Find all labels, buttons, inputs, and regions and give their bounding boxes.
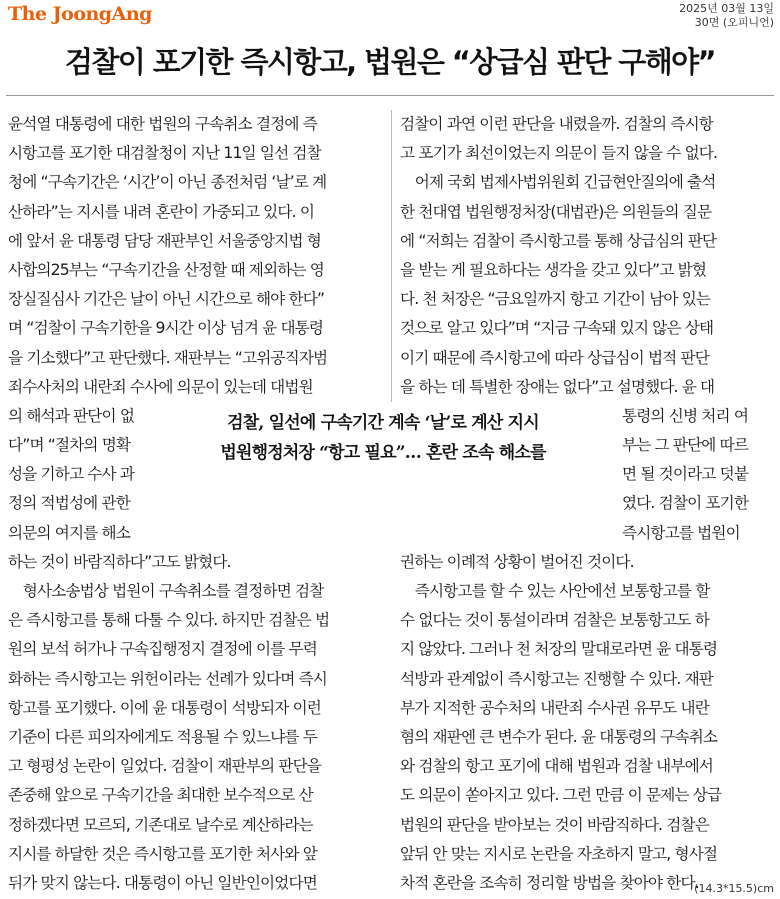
body-text-line: 한 천대엽 법원행정처장(대법관)은 의원들의 질문 — [400, 202, 712, 221]
body-text-line: 즉시항고를 법원이 — [622, 523, 740, 542]
body-text-line: 을 기소했다”고 판단했다. 재판부는 “고위공직자범 — [8, 348, 328, 367]
body-text-line: 석방과 관계없이 즉시항고는 진행할 수 있다. 재판 — [400, 669, 714, 688]
body-text-line: 였다. 검찰이 포기한 — [622, 494, 749, 513]
body-text-line: 혐의 재판엔 큰 변수가 된다. 윤 대통령의 구속취소 — [400, 727, 718, 746]
body-text-line: 사합의25부는 “구속기간을 산정할 때 제외하는 영 — [8, 260, 324, 279]
article-title: 검찰이 포기한 즉시항고, 법원은 “상급심 판단 구해야” — [64, 45, 715, 79]
subheadline — [178, 408, 588, 468]
body-text-line: 검찰이 과연 이런 판단을 내렸을까. 검찰의 즉시항 — [400, 115, 714, 133]
article-size-note: (14.3*15.5)cm — [694, 882, 774, 895]
body-text-line: 원의 보석 허가나 구속집행정지 결정에 이를 무력 — [8, 640, 317, 659]
body-text-line: 와 검찰의 항고 포기에 대해 법원과 검찰 내부에서 — [400, 757, 714, 776]
body-text-line: 뒤가 맞지 않는다. 대통령이 아닌 일반인이었다면 — [8, 873, 317, 892]
body-text-line: 기준이 다른 피의자에게도 적용될 수 있느냐를 두 — [8, 727, 317, 746]
body-text-line: 고 형평성 논란이 일었다. 검찰이 재판부의 판단을 — [8, 757, 322, 776]
body-text-line: 차적 혼란을 조속히 정리할 방법을 찾아야 한다. — [400, 873, 699, 892]
body-text-line: 지시를 하달한 것은 즉시항고를 포기한 처사와 앞 — [8, 844, 317, 863]
body-text-line: 것으로 알고 있다”며 “지금 구속돼 있지 않은 상태 — [400, 319, 714, 338]
body-text-line: 즉시항고를 할 수 있는 사안에선 보통항고를 할 — [400, 582, 710, 600]
subheadline-line: 검찰, 일선에 구속기간 계속 ‘날’로 계산 지시 — [227, 413, 539, 433]
body-text-line: 다”며 “절차의 명확 — [8, 436, 131, 455]
column-divider — [391, 110, 392, 402]
body-text-line: 고 포기가 최선이었는지 의문이 들지 않을 수 없다. — [400, 144, 718, 163]
body-text-line: 권하는 이례적 상황이 벌어진 것이다. — [400, 552, 634, 571]
left-column — [8, 110, 382, 898]
page-section: 30면 (오피니언) — [694, 16, 774, 29]
body-text-line: 면 될 것이라고 덧붙 — [622, 465, 749, 484]
body-text-line: 을 하는 데 특별한 장애는 없다”고 설명했다. 윤 대 — [400, 377, 715, 396]
body-text-line: 화하는 즉시항고는 위헌이라는 선례가 있다며 즉시 — [8, 669, 328, 688]
body-text-line: 장실질심사 기간은 날이 아닌 시간으로 해야 한다” — [8, 290, 325, 309]
body-text-line: 도 의문이 쏟아지고 있다. 그런 만큼 이 문제는 상급 — [400, 786, 722, 805]
body-text-line: 통령의 신병 처리 여 — [622, 406, 749, 425]
body-text-line: 어제 국회 법제사법위원회 긴급현안질의에 출석 — [400, 173, 716, 192]
body-text-line: 법원의 판단을 받아보는 것이 바람직하다. 검찰은 — [400, 815, 709, 834]
body-text-line: 은 즉시항고를 통해 다툴 수 있다. 하지만 검찰은 법 — [8, 611, 330, 630]
body-text-line: 정의 적법성에 관한 — [8, 494, 130, 513]
body-text-line: 에 “저희는 검찰이 즉시항고를 통해 상급심의 판단 — [400, 231, 717, 250]
right-column — [400, 110, 772, 898]
body-text-line: 앞뒤 안 맞는 지시로 논란을 자초하지 말고, 형사절 — [400, 844, 718, 863]
body-text-line: 의문의 여지를 해소 — [8, 523, 130, 542]
publication-meta — [679, 2, 774, 30]
body-text-line: 윤석열 대통령에 대한 법원의 구속취소 결정에 즉 — [8, 115, 317, 133]
body-text-line: 죄수사처의 내란죄 수사에 의문이 있는데 대법원 — [8, 377, 313, 396]
body-text-line: 성을 기하고 수사 과 — [8, 465, 135, 484]
body-text-line: 항고를 포기했다. 이에 윤 대통령이 석방되자 이런 — [8, 698, 322, 717]
body-text-line: 지 않았다. 그러나 천 처장의 말대로라면 윤 대통령 — [400, 640, 718, 659]
newspaper-logo: The JoongAng — [8, 3, 152, 25]
body-text-line: 시항고를 포기한 대검찰청이 지난 11일 일선 검찰 — [8, 144, 321, 163]
body-text-line: 에 앞서 윤 대통령 담당 재판부인 서울중앙지법 형 — [8, 231, 322, 250]
body-text-line: 형사소송법상 법원이 구속취소를 결정하면 검찰 — [8, 582, 324, 600]
body-text-line: 며 “검찰이 구속기한을 9시간 이상 넘겨 윤 대통령 — [8, 319, 324, 338]
body-text-line: 수 없다는 것이 통설이라며 검찰은 보통항고도 하 — [400, 611, 709, 630]
body-text-line: 정하겠다면 모르되, 기존대로 날수로 계산하라는 — [8, 815, 313, 834]
body-text-line: 을 받는 게 필요하다는 생각을 갖고 있다”고 밝혔 — [400, 260, 707, 279]
body-text-line: 청에 “구속기간은 ‘시간’이 아닌 종전처럼 ‘날’로 계 — [8, 173, 327, 192]
body-text-line: 하는 것이 바람직하다”고도 밝혔다. — [8, 552, 231, 571]
body-text-line: 이기 때문에 즉시항고에 따라 상급심이 법적 판단 — [400, 348, 709, 367]
body-text-line: 산하라”는 지시를 내려 혼란이 가중되고 있다. 이 — [8, 202, 315, 221]
publication-date: 2025년 03월 13일 — [679, 2, 774, 15]
body-text-line: 존중해 앞으로 구속기간을 최대한 보수적으로 산 — [8, 786, 313, 805]
body-text-line: 부는 그 판단에 따르 — [622, 436, 749, 455]
title-divider — [6, 95, 774, 96]
body-text-line: 부가 지적한 공수처의 내란죄 수사권 유무도 내란 — [400, 698, 709, 717]
body-text-line: 다. 천 처장은 “금요일까지 항고 기간이 남아 있는 — [400, 290, 711, 309]
subheadline-line: 법원행정처장 “항고 필요”… 혼란 조속 해소를 — [220, 443, 546, 463]
body-text-line: 의 해석과 판단이 없 — [8, 406, 135, 425]
